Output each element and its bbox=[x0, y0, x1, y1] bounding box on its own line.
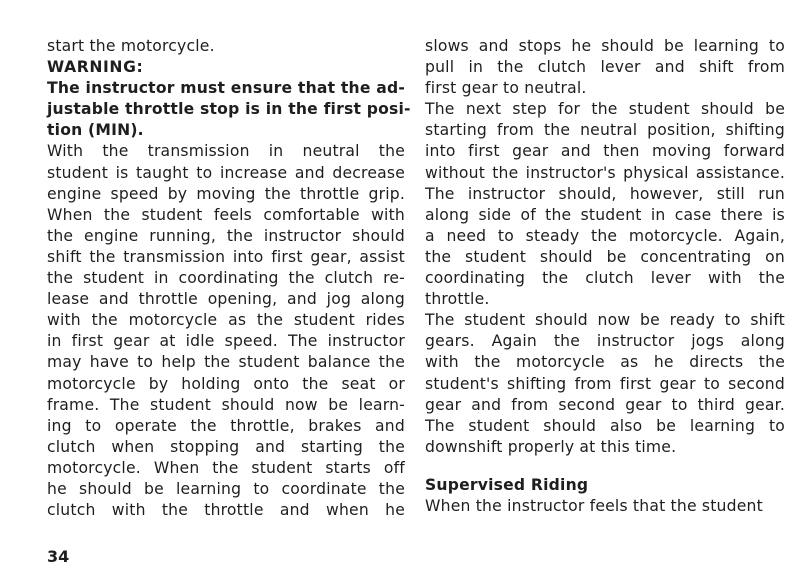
paragraph-line: with the motorcycle as he directs the bbox=[425, 353, 785, 372]
paragraph-line: pull in the clutch lever and shift from bbox=[425, 58, 785, 77]
body-line: clutch with the throttle and when he bbox=[47, 501, 405, 520]
body-line: With the transmission in neutral the bbox=[47, 142, 405, 161]
section-gap bbox=[425, 458, 785, 475]
warning-line: tion (MIN). bbox=[47, 121, 144, 140]
paragraph-line: along side of the student in case there is bbox=[425, 205, 785, 224]
section-line: When the instructor feels that the student bbox=[425, 496, 763, 515]
paragraph-line: The instructor should, however, still run bbox=[425, 184, 785, 203]
body-line: in first gear at idle speed. The instructor bbox=[47, 332, 405, 351]
paragraph-line: The next step for the student should be bbox=[425, 100, 785, 119]
warning-line: The instructor must ensure that the ad- bbox=[47, 79, 405, 98]
warning-label: WARNING: bbox=[47, 58, 144, 77]
paragraph-line: first gear to neutral. bbox=[425, 79, 587, 98]
body-line: the engine running, the instructor should bbox=[47, 226, 405, 245]
section-heading: Supervised Riding bbox=[425, 475, 589, 494]
warning-line: justable throttle stop is in the first posi- bbox=[47, 100, 411, 119]
paragraph-line: gears. Again the instructor jogs along bbox=[425, 332, 785, 351]
body-line: may have to help the student balance the bbox=[47, 353, 405, 372]
body-line: with the motorcycle as the student rides bbox=[47, 311, 405, 330]
body-line: lease and throttle opening, and jog along bbox=[47, 290, 405, 309]
body-line: student is taught to increase and decrease bbox=[47, 163, 405, 182]
paragraph-line: without the instructor's physical assistance. bbox=[425, 163, 785, 182]
body-line: frame. The student should now be learn- bbox=[47, 395, 405, 414]
body-line: engine speed by moving the throttle grip. bbox=[47, 184, 405, 203]
paragraph-line: coordinating the clutch lever with the bbox=[425, 269, 785, 288]
body-line: ing to operate the throttle, brakes and bbox=[47, 416, 405, 435]
body-line: clutch when stopping and starting the bbox=[47, 437, 405, 456]
body-line: he should be learning to coordinate the bbox=[47, 479, 405, 498]
paragraph-line: starting from the neutral position, shifting bbox=[425, 121, 785, 140]
body-line: shift the transmission into first gear, assist bbox=[47, 247, 405, 266]
paragraph-line: the student should be concentrating on bbox=[425, 247, 785, 266]
intro-line: start the motorcycle. bbox=[47, 37, 215, 55]
body-line: motorcycle by holding onto the seat or bbox=[47, 374, 405, 393]
paragraph-line: into first gear and then moving forward bbox=[425, 142, 785, 161]
left-column bbox=[47, 36, 411, 521]
paragraph-line: a need to steady the motorcycle. Again, bbox=[425, 226, 785, 245]
paragraph-line: The student should now be ready to shift bbox=[425, 311, 785, 330]
right-column bbox=[425, 36, 785, 517]
page-number: 34 bbox=[47, 547, 70, 566]
body-line: motorcycle. When the student starts off bbox=[47, 458, 405, 477]
paragraph-line: slows and stops he should be learning to bbox=[425, 37, 785, 55]
paragraph-line: throttle. bbox=[425, 290, 490, 309]
paragraph-line: downshift properly at this time. bbox=[425, 437, 677, 456]
paragraph-line: The student should also be learning to bbox=[425, 416, 785, 435]
body-line: the student in coordinating the clutch re- bbox=[47, 269, 405, 288]
body-line: When the student feels comfortable with bbox=[47, 205, 405, 224]
paragraph-line: student's shifting from first gear to second bbox=[425, 374, 785, 393]
paragraph-line: gear and from second gear to third gear. bbox=[425, 395, 785, 414]
